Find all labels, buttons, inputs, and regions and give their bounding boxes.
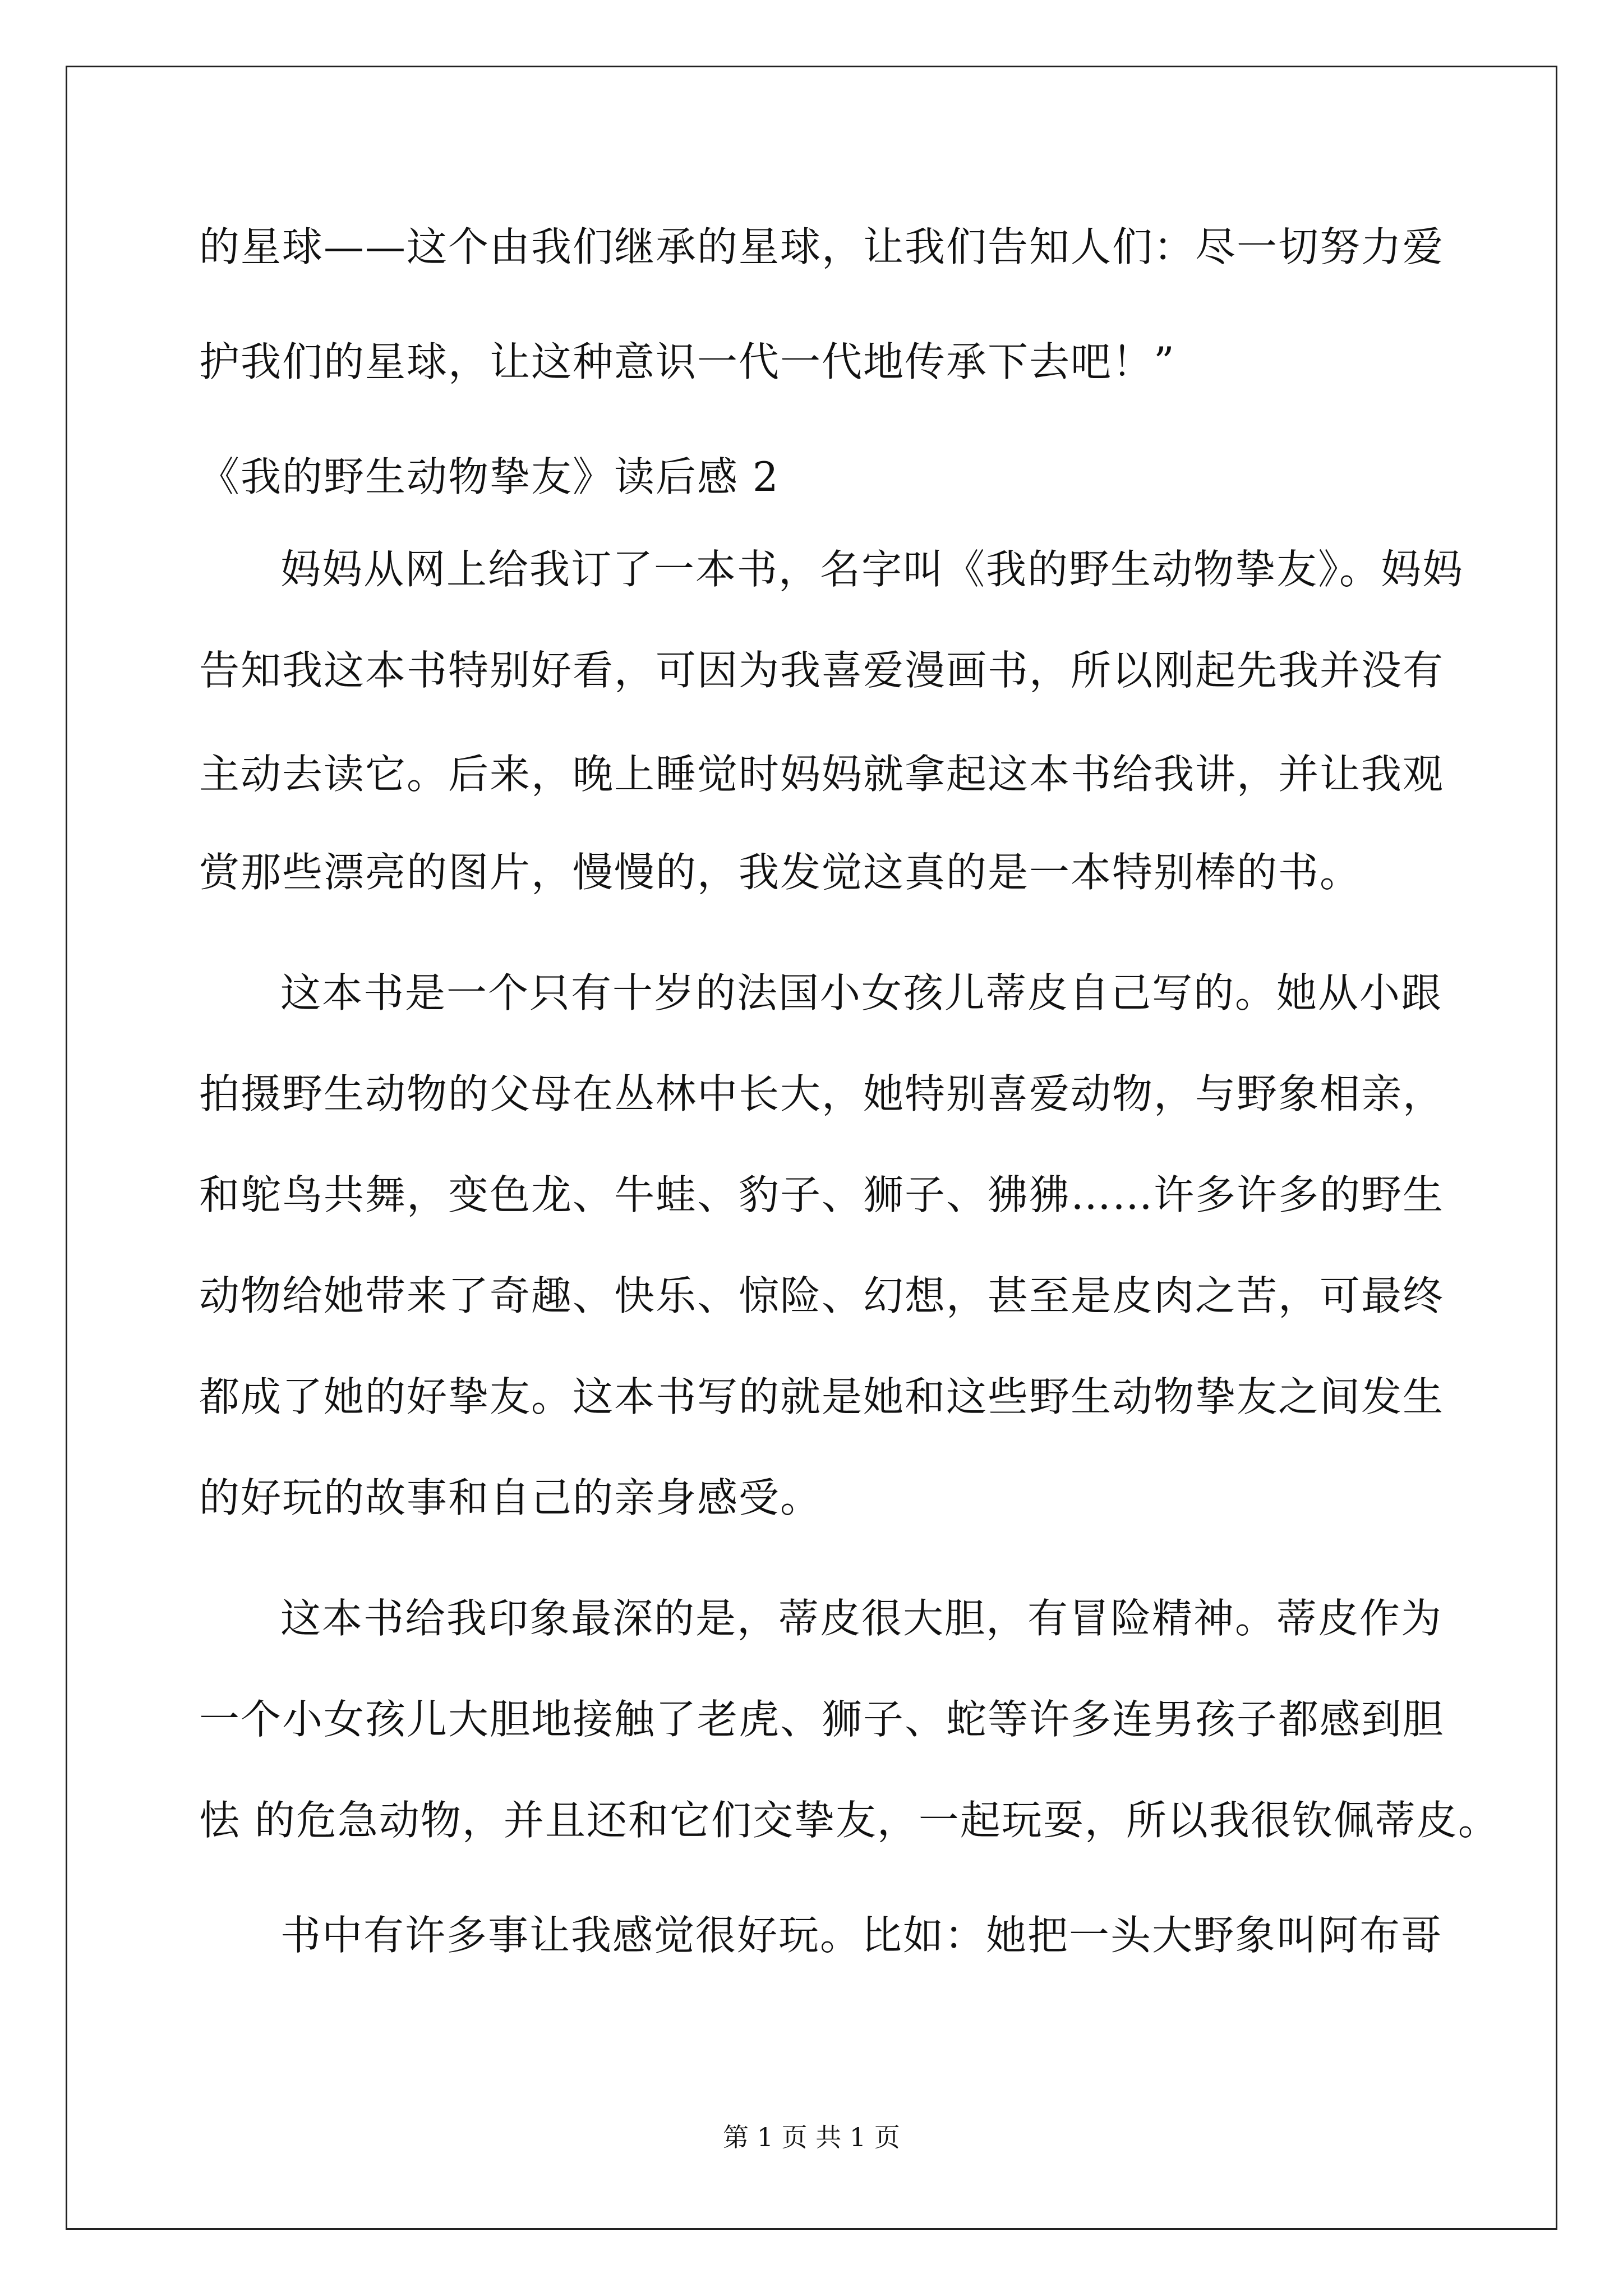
paragraph-start: 妈妈从网上给我订了一本书，名字叫《我的野生动物挚友》。妈妈 (280, 546, 1464, 593)
paragraph-start: 这本书是一个只有十岁的法国小女孩儿蒂皮自己写的。她从小跟 (280, 969, 1443, 1016)
text-line: 都成了她的好挚友。这本书写的就是她和这些野生动物挚友之间发生 (199, 1373, 1445, 1420)
text-line: 一个小女孩儿大胆地接触了老虎、狮子、蛇等许多连男孩子都感到胆 (199, 1696, 1445, 1743)
page-number: 第 1 页 共 1 页 (723, 2122, 900, 2152)
text-line: 拍摄野生动物的父母在丛林中长大，她特别喜爱动物，与野象相亲， (199, 1070, 1445, 1117)
section-heading: 《我的野生动物挚友》读后感 2 (199, 453, 780, 500)
text-line: 的星球——这个由我们继承的星球，让我们告知人们：尽一切努力爱 (199, 223, 1445, 270)
text-line: 怯 的危急动物，并且还和它们交挚友，一起玩耍，所以我很钦佩蒂皮。 (199, 1797, 1500, 1844)
text-line: 动物给她带来了奇趣、快乐、惊险、幻想，甚至是皮肉之苦，可最终 (199, 1272, 1445, 1319)
page-frame (66, 66, 1557, 2230)
text-line: 和鸵鸟共舞，变色龙、牛蛙、豹子、狮子、狒狒……许多许多的野生 (199, 1171, 1445, 1218)
paragraph-start: 书中有许多事让我感觉很好玩。比如：她把一头大野象叫阿布哥 (280, 1912, 1443, 1959)
text-line: 赏那些漂亮的图片，慢慢的，我发觉这真的是一本特别棒的书。 (199, 849, 1362, 896)
text-line: 告知我这本书特别好看，可因为我喜爱漫画书，所以刚起先我并没有 (199, 647, 1445, 694)
paragraph-start: 这本书给我印象最深的是，蒂皮很大胆，有冒险精神。蒂皮作为 (280, 1595, 1443, 1642)
text-line: 主动去读它。后来，晚上睡觉时妈妈就拿起这本书给我讲，并让我观 (199, 751, 1445, 798)
text-line: 的好玩的故事和自己的亲身感受。 (199, 1474, 822, 1521)
text-line: 护我们的星球，让这种意识一代一代地传承下去吧！” (199, 338, 1175, 385)
